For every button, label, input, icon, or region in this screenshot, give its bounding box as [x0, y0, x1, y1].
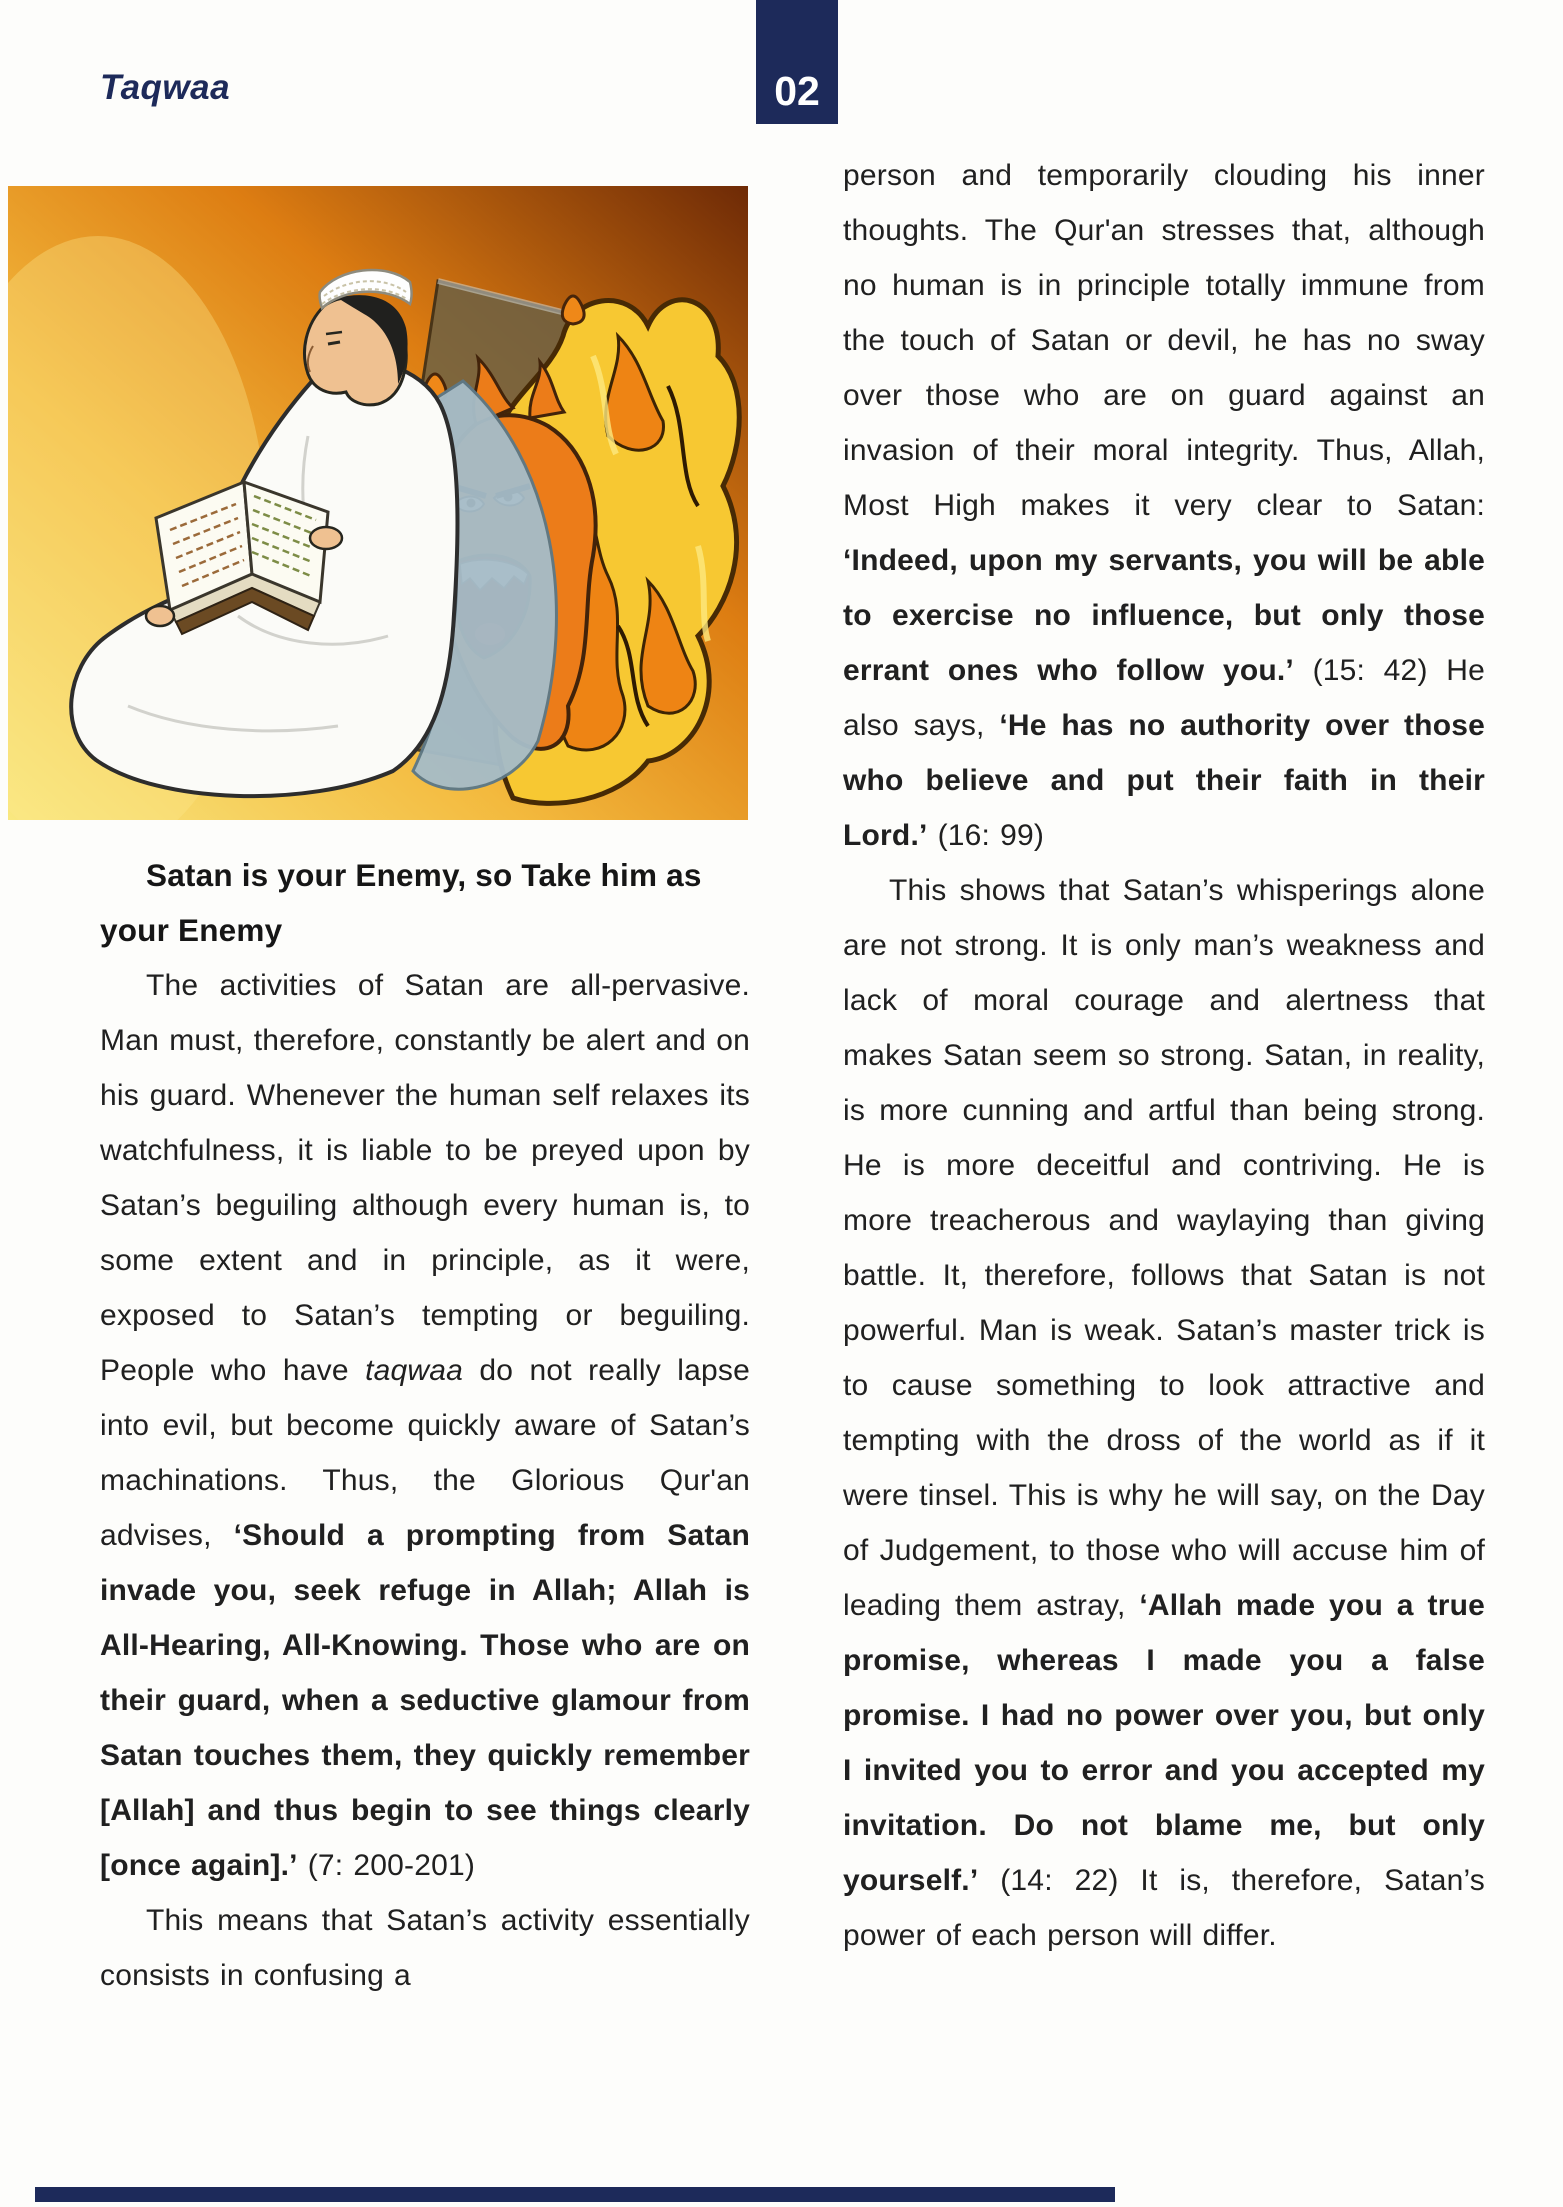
paragraph — [100, 958, 750, 1893]
quran-quote-bold: ‘Allah made you a true promise, whereas I made you a false promise. I had no power over you, but only I invited you to error and you accepted my invitation. Do not blame me, but only yourself.’ — [843, 1589, 1485, 1897]
quran-quote-bold: ‘Should a prompting from Satan invade you, seek refuge in Allah; Allah is All-Hearing, All-Knowing. Those who are on their guard, when a seductive glamour from Satan touches them, they quickly remember [Allah] and thus begin to see things clearly [once again].’ — [100, 1519, 750, 1882]
right-text-column — [843, 148, 1485, 1963]
body-text: (16: 99) — [927, 819, 1045, 852]
body-text: do not really lapse into evil, but become quickly aware of Satan’s machinations. Thus, the Glorious Qur'an advises, — [100, 1354, 750, 1552]
quran-quote-bold: ‘He has no authority over those who believe and put their faith in their Lord.’ — [843, 709, 1485, 852]
page-number: 02 — [774, 68, 820, 114]
body-text: This shows that Satan’s whisperings alone are not strong. It is only man’s weakness and lack of moral courage and alertness that makes Satan seem so strong. Satan, in reality, is more cunning and artful than being strong. He is more deceitful and contriving. He is more treacherous and waylaying than giving battle. It, therefore, follows that Satan is not powerful. Man is weak. Satan’s master trick is to cause something to look attractive and tempting with the dross of the world as if it were tinsel. This is why he will say, on the Day of Judgement, to those who will accuse him of leading them astray, — [843, 874, 1485, 1622]
hand — [310, 527, 342, 549]
paragraph — [843, 148, 1485, 863]
page-number-tab — [756, 0, 838, 124]
paragraph — [843, 863, 1485, 1963]
italic-term: taqwaa — [365, 1354, 464, 1387]
left-text-column — [100, 848, 750, 2003]
running-title: Taqwaa — [100, 68, 231, 107]
illustration-canvas — [8, 186, 748, 820]
hand — [146, 606, 174, 626]
body-text: (7: 200-201) — [297, 1849, 476, 1882]
quran-satan-illustration — [8, 186, 748, 820]
body-text: The activities of Satan are all-pervasive. Man must, therefore, constantly be alert and on his guard. Whenever the human self relaxes its watchfulness, it is liable to be preyed upon by Satan’s beguiling although every human is, to some extent and in principle, as it were, exposed to Satan’s tempting or beguiling. People who have — [100, 969, 750, 1387]
paragraph — [100, 1893, 750, 2003]
body-text: person and temporarily clouding his inner thoughts. The Qur'an stresses that, although no human is in principle totally immune from the touch of Satan or devil, he has no sway over those who are on guard against an invasion of their moral integrity. Thus, Allah, Most High makes it very clear to Satan: — [843, 159, 1485, 522]
quran-quote-bold: ‘Indeed, upon my servants, you will be able to exercise no influence, but only those errant ones who follow you.’ — [843, 544, 1485, 687]
body-text: (14: 22) It is, therefore, Satan’s power of each person will differ. — [843, 1864, 1485, 1952]
body-text: (15: 42) He also says, — [843, 654, 1485, 742]
body-text: This means that Satan’s activity essentially consists in confusing a — [100, 1904, 750, 1992]
footer-rule — [35, 2187, 1115, 2202]
section-heading: Satan is your Enemy, so Take him as your Enemy — [100, 857, 702, 948]
